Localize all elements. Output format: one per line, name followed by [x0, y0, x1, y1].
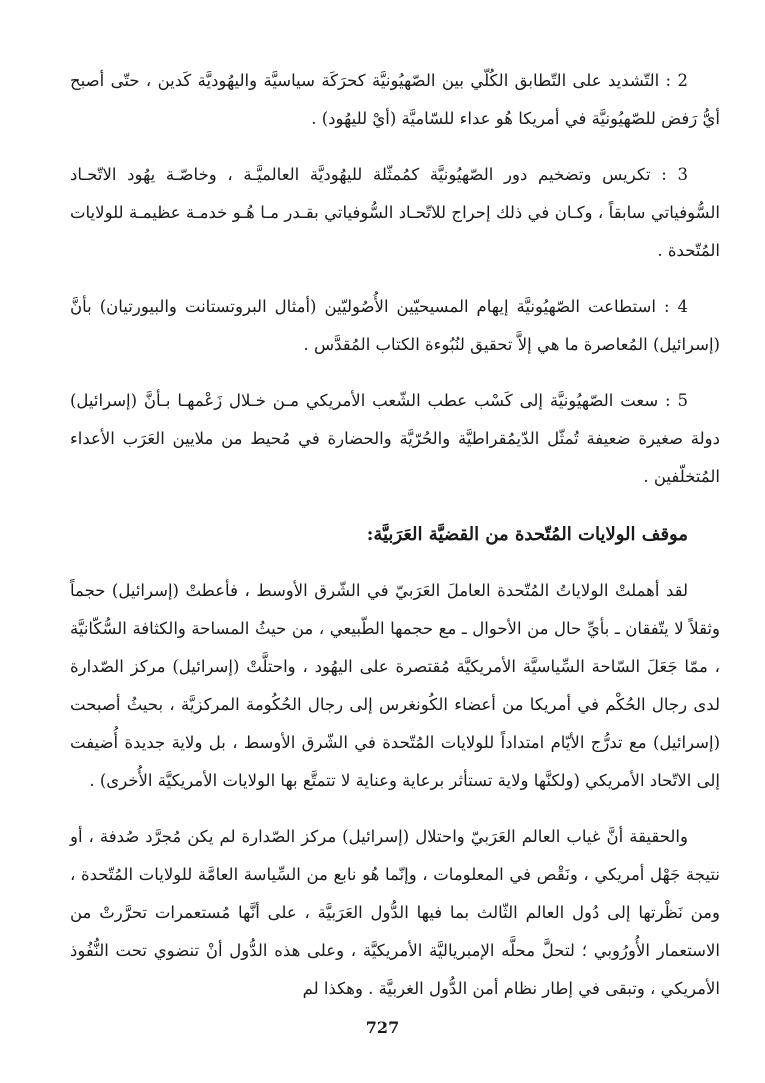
section-title: موقف الولايات المُتّحدة من القضيَّة العَرَبيَّة: [366, 524, 688, 545]
point-5: 5 : سعت الصّهيُونيَّة إلى كَسْب عطب الشّعب الأمريكي مـن خـلال زَعْمهـا بـأنَّ (إسرائيل) دولة صغيرة ضعيفة تُمثّل الدّيمُقراطيَّة والحُرّيَّة والحضارة في مُحيط من ملايين العَرَب الأعداء المُتخلّفين . [70, 391, 720, 486]
body-paragraph-2: والحقيقة أنَّ غياب العالم العَرَبيّ واحتلال (إسرائيل) مركز الصّدارة لم يكن مُجرَّد صُدفة ، أو نتيجة جَهْل أمريكي ، ونَقْص في المعلومات ، وإنّما هُو نابع من السِّياسة العامَّة للولايات المُتّحدة ، ومن نَظْرتها إلى دُول العالم الثّالث بما فيها الدُّول العَرَبيَّة ، على أنَّها مُستعمرات تحرَّرتْ من الاستعمار الأُورُوبي ؛ لتحلَّ محلَّه الإمبرياليَّة الأمريكيَّة ، وعلى هذه الدُّول أنْ تنضوي تحت النُّفُوذ الأمريكي ، وتبقى في إطار نظام أمن الدُّول الغربيَّة . وهكذا لم [70, 827, 720, 998]
point-4: 4 : استطاعت الصّهيُونيَّة إيهام المسيحيّين الأُصُوليّين (أمثال البروتستانت والبيورتيان) بأنَّ (إسرائيل) المُعاصرة ما هي إلاَّ تحقيق لنُبُوءة الكتاب المُقدَّس . [70, 297, 720, 354]
page-number: 727 [365, 1018, 400, 1037]
point-3: 3 : تكريس وتضخيم دور الصّهيُونيَّة كمُمثّلة لليهُوديَّة العالميَّـة ، وخاصّـة يهُود الاتّحـاد السُّوفياتي سابقاً ، وكـان في ذلك إحراج للاتّحـاد السُّوفياتي بقـدر مـا هُـو خدمـة عظيمـة للولايات المُتّحدة . [70, 165, 720, 260]
document-page [70, 62, 720, 1008]
point-2: 2 : التّشديد على التّطابق الكُلّي بين الصّهيُونيَّة كحرَكَة سياسيَّة واليهُوديَّة كَدين ، حتّى أصبح أيُّ رَفض للصّهيُونيَّة في أمريكا هُو عداء للسّاميَّة (أيْ لليهُود) . [70, 71, 720, 128]
body-paragraph-1: لقد أهملتْ الولاياتُ المُتّحدة العاملَ العَرَبيّ في الشّرق الأوسط ، فأعطتْ (إسرائيل) حجماً وثقلاً لا يتّفقان ـ بأيِّ حال من الأحوال ـ مع حجمها الطّبيعي ، من حيثُ المساحة والكثافة السُّكّانيَّة ، ممّا جَعَلَ السّاحة السِّياسيَّة الأمريكيَّة مُقتصرة على اليهُود ، واحتلَّتْ (إسرائيل) مركز الصّدارة لدى رجال الحُكْم في أمريكا من أعضاء الكُونغرس إلى رجال الحُكُومة المركزيَّة ، بحيثُ أصبحت (إسرائيل) مع تدرُّج الأيّام امتداداً للولايات المُتّحدة في الشّرق الأوسط ، بل ولاية جديدة أُضيفت إلى الاتّحاد الأمريكي (ولكنَّها ولاية تستأثر برعاية وعناية لا تتمتَّع بها الولايات الأمريكيَّة الأُخرى) . [70, 581, 720, 790]
